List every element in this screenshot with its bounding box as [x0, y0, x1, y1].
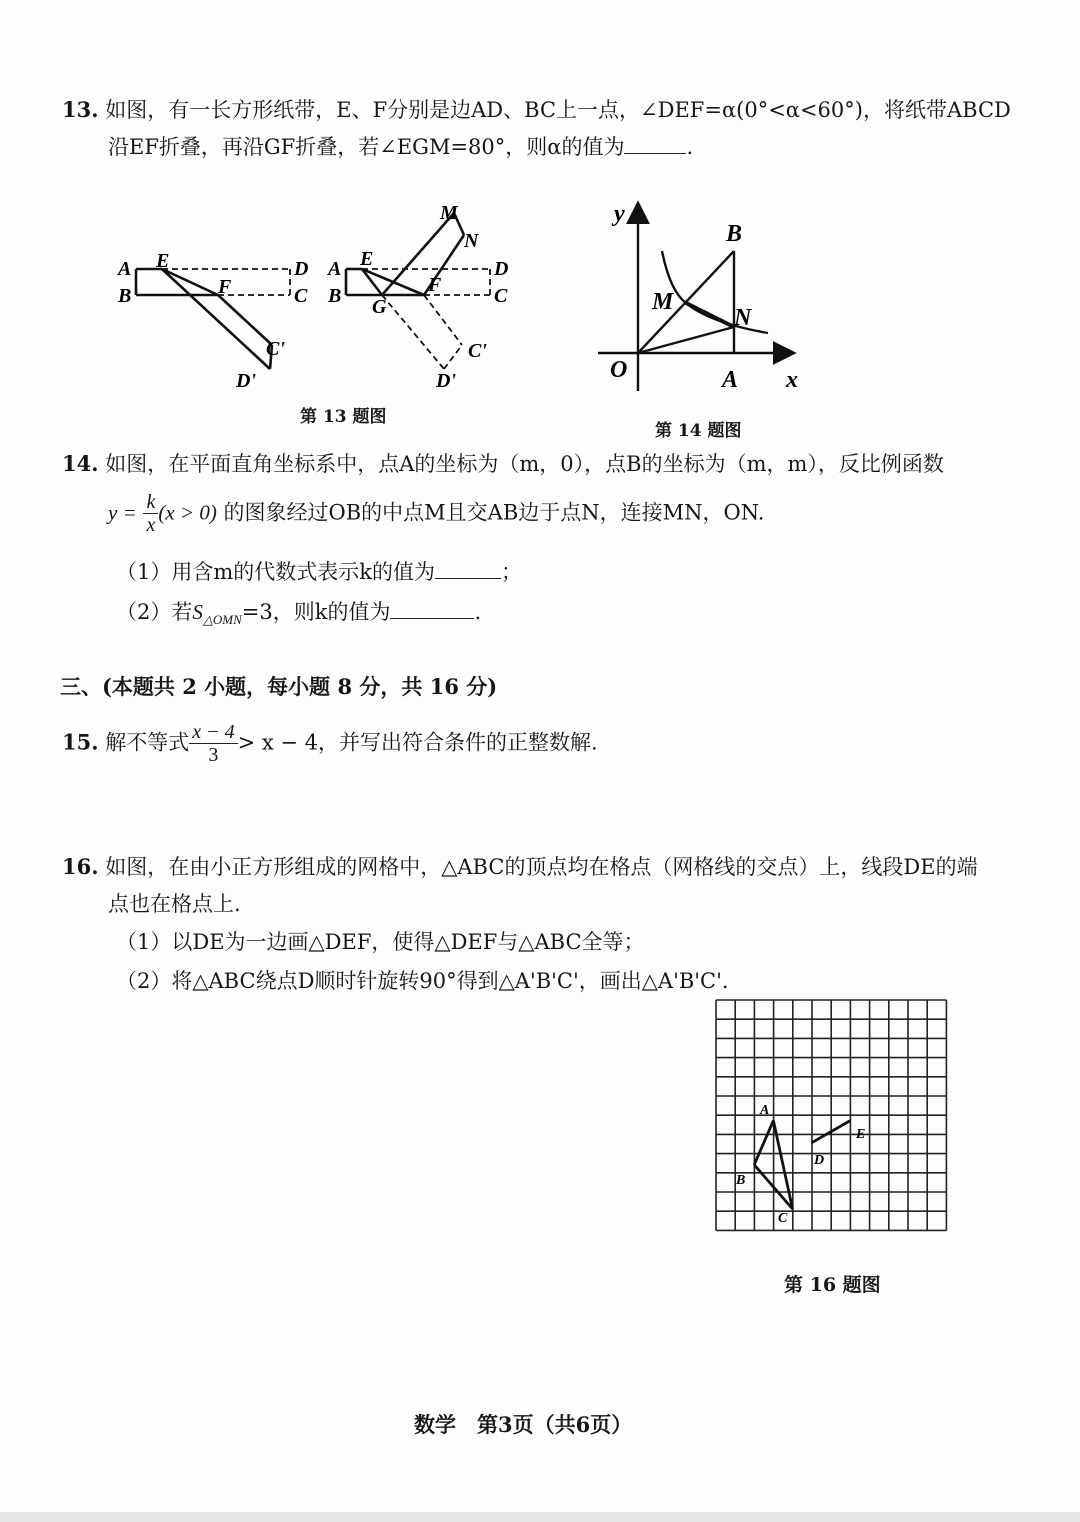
scan-edge-band	[0, 1512, 1080, 1522]
q14-sub1-text: （1）用含m的代数式表示k的值为	[116, 560, 435, 584]
q15-post: > x − 4，并写出符合条件的正整数解.	[237, 730, 598, 755]
q16-label-d: D	[814, 1153, 825, 1168]
q16-label-c: C	[778, 1211, 788, 1226]
q14-label-x: x	[786, 367, 798, 393]
q16-line2: 点也在格点上.	[108, 892, 241, 916]
q13-number: 13.	[62, 97, 99, 122]
q14-sub1	[116, 560, 522, 585]
q13-fig2-label-m: M	[440, 202, 458, 224]
q15-fraction	[189, 722, 237, 766]
q13-fig1-label-c: C	[294, 285, 308, 307]
q14-label-a: A	[722, 367, 739, 393]
q13-fig2-label-f: F	[428, 274, 442, 296]
q16-label-e: E	[856, 1127, 866, 1142]
q15-pre: 解不等式	[105, 730, 190, 755]
q14-sub2-s: S	[192, 600, 203, 624]
q14-label-y: y	[614, 201, 625, 227]
q13-fig1-label-a: A	[118, 258, 132, 280]
q14-sub2	[116, 600, 481, 628]
q14-sub2-pre: （2）若	[116, 600, 193, 624]
q13-fig2-label-a: A	[328, 258, 342, 280]
q13-line1	[62, 97, 1011, 123]
q14-sub2-sub: △OMN	[202, 612, 242, 628]
q14-label-o: O	[610, 357, 628, 383]
q14-figure	[590, 195, 810, 400]
q15-line	[62, 722, 598, 766]
q14-caption: 第 14 题图	[655, 421, 742, 441]
q15-frac-bottom: 3	[208, 744, 219, 766]
q13-fig2-label-d-prime: D'	[436, 370, 456, 392]
q15-frac-top: x − 4	[189, 722, 237, 744]
q13-line2	[108, 135, 693, 160]
q15-number: 15.	[62, 729, 99, 755]
q13-fig2-label-n: N	[464, 230, 479, 252]
q14-sub1-answer-blank[interactable]	[435, 560, 501, 579]
q14-label-m: M	[652, 289, 674, 315]
q16-caption: 第 16 题图	[784, 1274, 881, 1296]
q16-line1	[62, 854, 978, 880]
q13-caption: 第 13 题图	[300, 407, 387, 427]
q14-text-2: 的图象经过OB的中点M且交AB边于点N，连接MN，ON.	[223, 500, 765, 525]
q16-text-1: 如图，在由小正方形组成的网格中，△ABC的顶点均在格点（网格线的交点）上，线段DE的端	[105, 855, 978, 879]
q13-fig1-label-b: B	[118, 285, 132, 307]
q14-frac-top: k	[143, 492, 158, 514]
page-footer: 数学 第3页（共6页）	[414, 1412, 633, 1437]
q14-sub1-end: ；	[501, 560, 522, 584]
q14-frac-bottom: x	[146, 514, 156, 536]
q14-sub2-answer-blank[interactable]	[390, 600, 474, 619]
q14-line2	[108, 492, 764, 536]
q13-answer-blank[interactable]	[624, 135, 686, 154]
q16-label-a: A	[760, 1103, 770, 1118]
q14-func-cond: (x > 0)	[158, 500, 217, 525]
q14-label-b: B	[726, 221, 743, 247]
q13-fig1-label-d-prime: D'	[236, 370, 256, 392]
q13-end: .	[686, 135, 694, 159]
q16-grid	[716, 1000, 946, 1230]
q13-fig1-label-e: E	[156, 250, 170, 272]
q16-label-b: B	[736, 1173, 746, 1188]
q13-fig2-label-c: C	[494, 285, 508, 307]
q13-text-1: 如图，有一长方形纸带，E、F分别是边AD、BC上一点，∠DEF=α(0°<α<60°)，将纸带ABCD	[105, 98, 1011, 122]
q14-number: 14.	[62, 451, 99, 476]
q13-figure	[110, 195, 530, 400]
q16-number: 16.	[62, 854, 99, 879]
q14-text-1: 如图，在平面直角坐标系中，点A的坐标为（m，0），点B的坐标为（m，m），反比例函数	[105, 452, 944, 476]
section-3-heading: 三、(本题共 2 小题，每小题 8 分，共 16 分)	[60, 674, 498, 699]
q14-label-n: N	[734, 305, 752, 331]
q14-line1	[62, 451, 944, 477]
q13-fig2-label-d: D	[494, 258, 509, 280]
q14-sub2-post: =3，则k的值为	[241, 600, 391, 624]
q13-fig2-label-c-prime: C'	[468, 340, 487, 362]
q13-fig1-label-c-prime: C'	[266, 338, 285, 360]
q16-sub1: （1）以DE为一边画△DEF，使得△DEF与△ABC全等；	[116, 930, 645, 954]
q16-grid-figure	[700, 990, 970, 1260]
q14-sub2-end: .	[474, 600, 482, 624]
q14-fraction	[143, 492, 158, 536]
q13-fig2-label-e: E	[360, 248, 374, 270]
q13-fig1-label-d: D	[294, 258, 309, 280]
q14-func-prefix: y =	[108, 500, 137, 525]
q16-sub2: （2）将△ABC绕点D顺时针旋转90°得到△A'B'C'，画出△A'B'C'.	[116, 969, 729, 993]
q13-fig1-label-f: F	[218, 276, 232, 298]
q13-fig2-label-g: G	[372, 296, 387, 318]
q13-fig2-label-b: B	[328, 285, 342, 307]
q13-text-2: 沿EF折叠，再沿GF折叠，若∠EGM=80°，则α的值为	[108, 135, 625, 159]
